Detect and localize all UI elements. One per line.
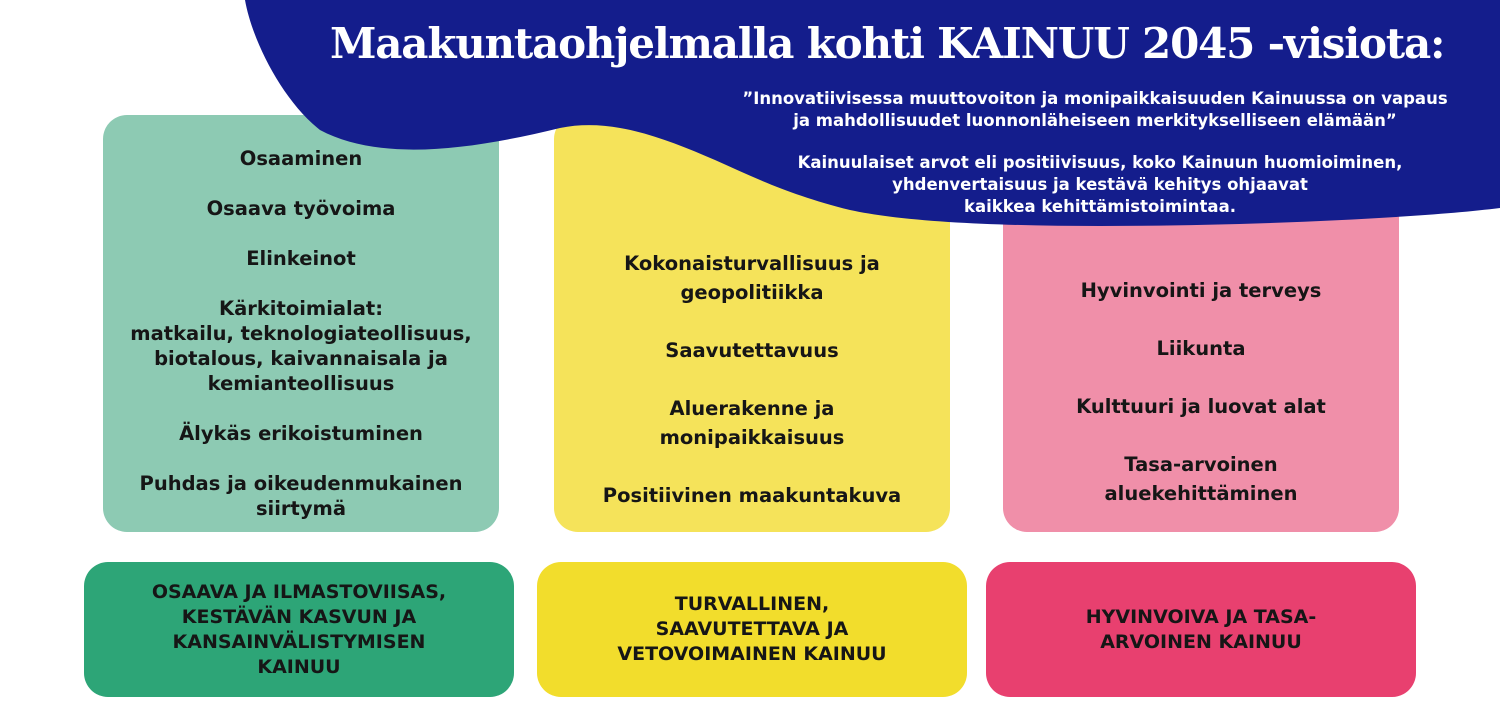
theme-item: Hyvinvointi ja terveys — [1080, 279, 1322, 302]
vision-quote: ”Innovatiivisessa muuttovoiton ja monipaikkaisuuden Kainuussa on vapaus ja mahdollisuudet luonnonläheiseen merkitykselliseen elämään” — [742, 89, 1448, 130]
theme-item: Älykäs erikoistuminen — [179, 422, 423, 445]
theme-item: Tasa-arvoinen aluekehittäminen — [1104, 453, 1298, 505]
theme-item: Positiivinen maakuntakuva — [602, 484, 902, 507]
theme-item: Saavutettavuus — [665, 339, 839, 362]
theme-item: Kärkitoimialat: matkailu, teknologiateollisuus, biotalous, kaivannaisala ja kemianteollisuus — [130, 297, 472, 395]
theme-item: Puhdas ja oikeudenmukainen siirtymä — [139, 472, 463, 520]
theme-item: Liikunta — [1156, 337, 1246, 360]
vision-values: Kainuulaiset arvot eli positiivisuus, koko Kainuun huomioiminen, yhdenvertaisuus ja kestävä kehitys ohjaavat kaikkea kehittämistoimintaa. — [797, 153, 1403, 216]
goal-box-wellbeing-kainuu: HYVINVOIVA JA TASA- ARVOINEN KAINUU — [986, 562, 1416, 697]
theme-item: Elinkeinot — [246, 247, 356, 270]
theme-item: Kokonaisturvallisuus ja geopolitiikka — [624, 252, 880, 304]
theme-item: Aluerakenne ja monipaikkaisuus — [659, 397, 845, 449]
goal-box-safe-kainuu: TURVALLINEN, SAAVUTETTAVA JA VETOVOIMAINEN KAINUU — [537, 562, 967, 697]
theme-item: Kulttuuri ja luovat alat — [1076, 395, 1326, 418]
theme-item: Osaaminen — [239, 147, 363, 170]
goal-box-competent-kainuu: OSAAVA JA ILMASTOVIISAS, KESTÄVÄN KASVUN JA KANSAINVÄLISTYMISEN KAINUU — [84, 562, 514, 697]
theme-item: Osaava työvoima — [206, 197, 396, 220]
page-title: Maakuntaohjelmalla kohti KAINUU 2045 -visiota: — [330, 19, 1445, 68]
